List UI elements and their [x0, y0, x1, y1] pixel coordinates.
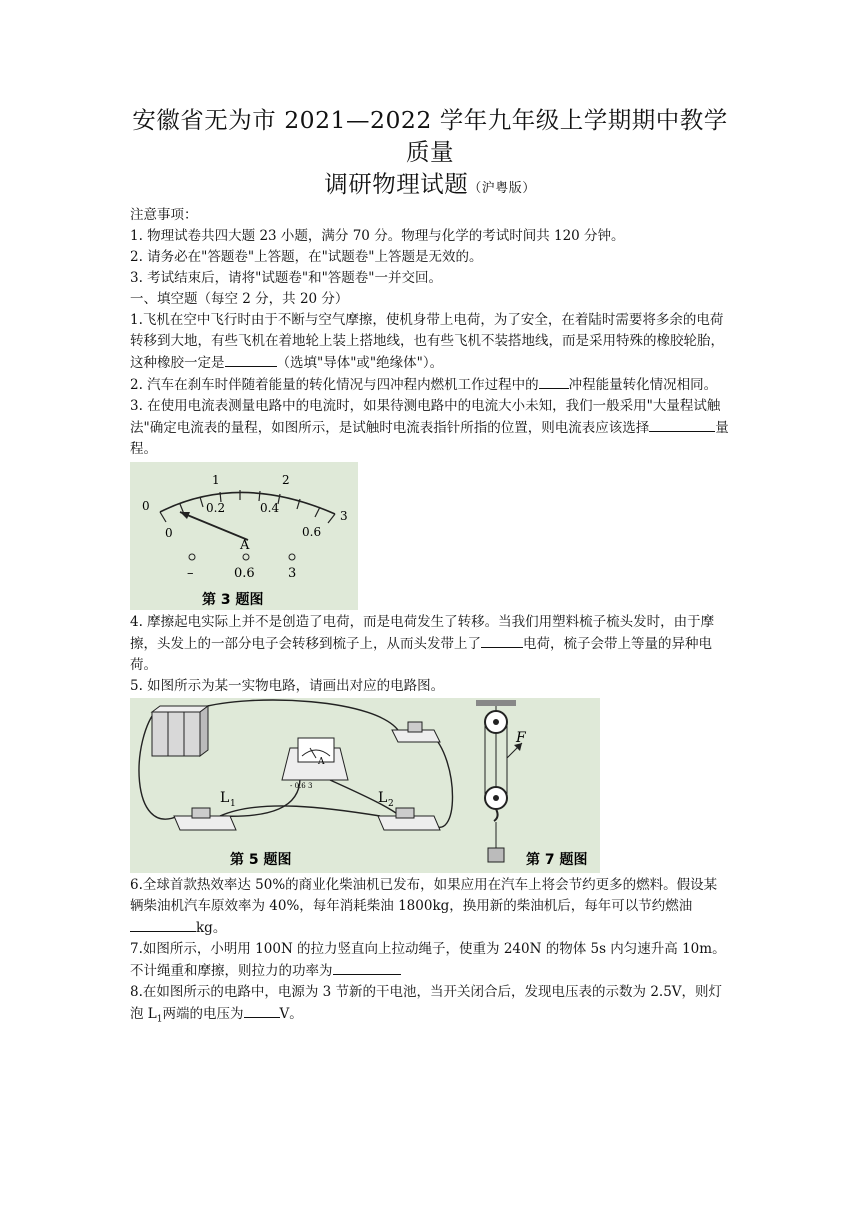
dial-bottom-label: 0 — [165, 526, 173, 540]
question-3 — [130, 396, 730, 460]
dial-bottom-label: 0.6 — [302, 525, 322, 539]
terminal-icon — [189, 554, 195, 560]
subscript: 1 — [156, 1014, 163, 1025]
section-heading: 一、填空题（每空 2 分，共 20 分） — [130, 291, 349, 307]
question-text: 3. 在使用电流表测量电路中的电流时，如果待测电路中的电流大小未知，我们一般采用"大量程试触法"确定电流表的量程，如图所示，是试触时电流表指针所指的位置，则电流表应该选择 — [130, 398, 721, 436]
question-6 — [130, 875, 730, 939]
question-text: 冲程能量转化情况相同。 — [568, 377, 718, 393]
answer-blank[interactable] — [333, 960, 401, 975]
question-text: 8.在如图所示的电路中，电源为 3 节新的干电池，当开关闭合后，发现电压表的示数为 2.5V，则灯泡 L — [130, 984, 723, 1022]
exam-page — [130, 104, 730, 1031]
dial-bottom-label: 0.2 — [206, 501, 226, 515]
lamp-l2-sub: 2 — [388, 799, 394, 809]
lamp-l2-icon — [378, 808, 440, 830]
question-text: 6.全球首款热效率达 50%的商业化柴油机已发布，如果应用在汽车上将会节约更多的燃料。假设某辆柴油机汽车原效率为 40%，每年消耗柴油 1800kg，换用新的柴油机后，每年可以节约燃油 — [130, 877, 718, 914]
ammeter-terminals: - 0.6 3 — [290, 782, 313, 790]
figure-7-caption: 第 7 题图 — [526, 852, 588, 868]
lamp-l1-sub: 1 — [230, 799, 236, 809]
answer-blank[interactable] — [225, 352, 277, 367]
answer-blank[interactable] — [539, 374, 569, 389]
figure-5-caption: 第 5 题图 — [230, 852, 292, 868]
dial-top-label: 1 — [212, 473, 220, 487]
dial-top-label: 2 — [282, 473, 290, 487]
question-text: 7.如图所示，小明用 100N 的拉力竖直向上拉动绳子，使重为 240N 的物体 5s 内匀速升高 10m。不计绳重和摩擦，则拉力的功率为 — [130, 941, 726, 979]
figure-caption: 第 3 题图 — [202, 592, 264, 608]
question-7 — [130, 939, 730, 982]
circuit-and-pulley-drawing — [130, 698, 600, 873]
terminal-label: 0.6 — [234, 566, 255, 581]
exam-title-line1: 安徽省无为市 2021—2022 学年九年级上学期期中教学质量 — [132, 106, 728, 166]
unit-label: A — [240, 538, 250, 553]
question-text: 4. 摩擦起电实际上并不是创造了电荷，而是电荷发生了转移。当我们用塑料梳子梳头发时，由于摩擦，头发上的一部分电子会转移到梳子上，从而头发带上了 — [130, 614, 715, 652]
question-text: kg。 — [196, 920, 227, 936]
switch-icon — [392, 722, 440, 742]
terminal-icon — [243, 554, 249, 560]
terminal-label: 3 — [288, 566, 297, 581]
question-4 — [130, 612, 730, 676]
question-text: 2. 汽车在刹车时伴随着能量的转化情况与四冲程内燃机工作过程中的 — [130, 377, 539, 393]
dial-bottom-label: 0.4 — [260, 501, 280, 515]
answer-blank[interactable] — [481, 633, 523, 648]
question-text: 两端的电压为 — [162, 1006, 244, 1022]
question-8 — [130, 982, 730, 1031]
notice-item: 3. 考试结束后，请将"试题卷"和"答题卷"一并交回。 — [130, 270, 443, 286]
dial-top-label: 3 — [340, 509, 348, 523]
answer-blank[interactable] — [244, 1003, 280, 1018]
answer-blank[interactable] — [649, 417, 715, 432]
lamp-l2-label: L — [378, 790, 388, 806]
exam-title-line2 — [130, 168, 730, 205]
notice-heading: 注意事项： — [130, 207, 198, 223]
needle — [180, 512, 248, 540]
terminal-label: – — [187, 566, 194, 581]
terminal-icon — [289, 554, 295, 560]
ammeter-unit: A — [318, 757, 325, 767]
question-text: 电荷，梳子会带上等量的异种电荷。 — [130, 636, 712, 673]
question-text: V。 — [279, 1006, 303, 1022]
question-text: （选填"导体"或"绝缘体"）。 — [276, 355, 444, 371]
lamp-l1-label: L — [220, 790, 230, 806]
lamp-l1-icon — [174, 808, 236, 830]
notice-item: 2. 请务必在"答题卷"上答题，在"试题卷"上答题是无效的。 — [130, 249, 483, 265]
ammeter-icon — [282, 738, 348, 790]
needle-tip — [180, 512, 190, 519]
question-text: 1.飞机在空中飞行时由于不断与空气摩擦，使机身带上电荷，为了安全，在着陆时需要将多余的电荷转移到大地，有些飞机在着地轮上装上搭地线，也有些飞机不装搭地线，而是采用特殊的橡胶轮胎，这种橡胶一定是 — [130, 312, 724, 371]
force-label: F — [516, 730, 526, 746]
question-2 — [130, 374, 730, 396]
notice-item: 1. 物理试卷共四大题 23 小题，满分 70 分。物理与化学的考试时间共 120 分钟。 — [130, 228, 625, 244]
question-1 — [130, 310, 730, 374]
exam-edition: （沪粤版） — [468, 181, 536, 196]
question-5: 5. 如图所示为某一实物电路，请画出对应的电路图。 — [130, 678, 445, 694]
answer-blank[interactable] — [130, 917, 196, 932]
question-text: 量程。 — [130, 420, 729, 457]
pulley-system-icon — [476, 700, 522, 862]
battery-icon — [152, 706, 208, 756]
figure-3-ammeter — [130, 462, 358, 610]
exam-title-text: 调研物理试题 — [324, 170, 469, 198]
dial-top-label: 0 — [142, 499, 150, 513]
ammeter-dial-drawing — [130, 462, 358, 610]
figure-5-and-7 — [130, 698, 600, 873]
